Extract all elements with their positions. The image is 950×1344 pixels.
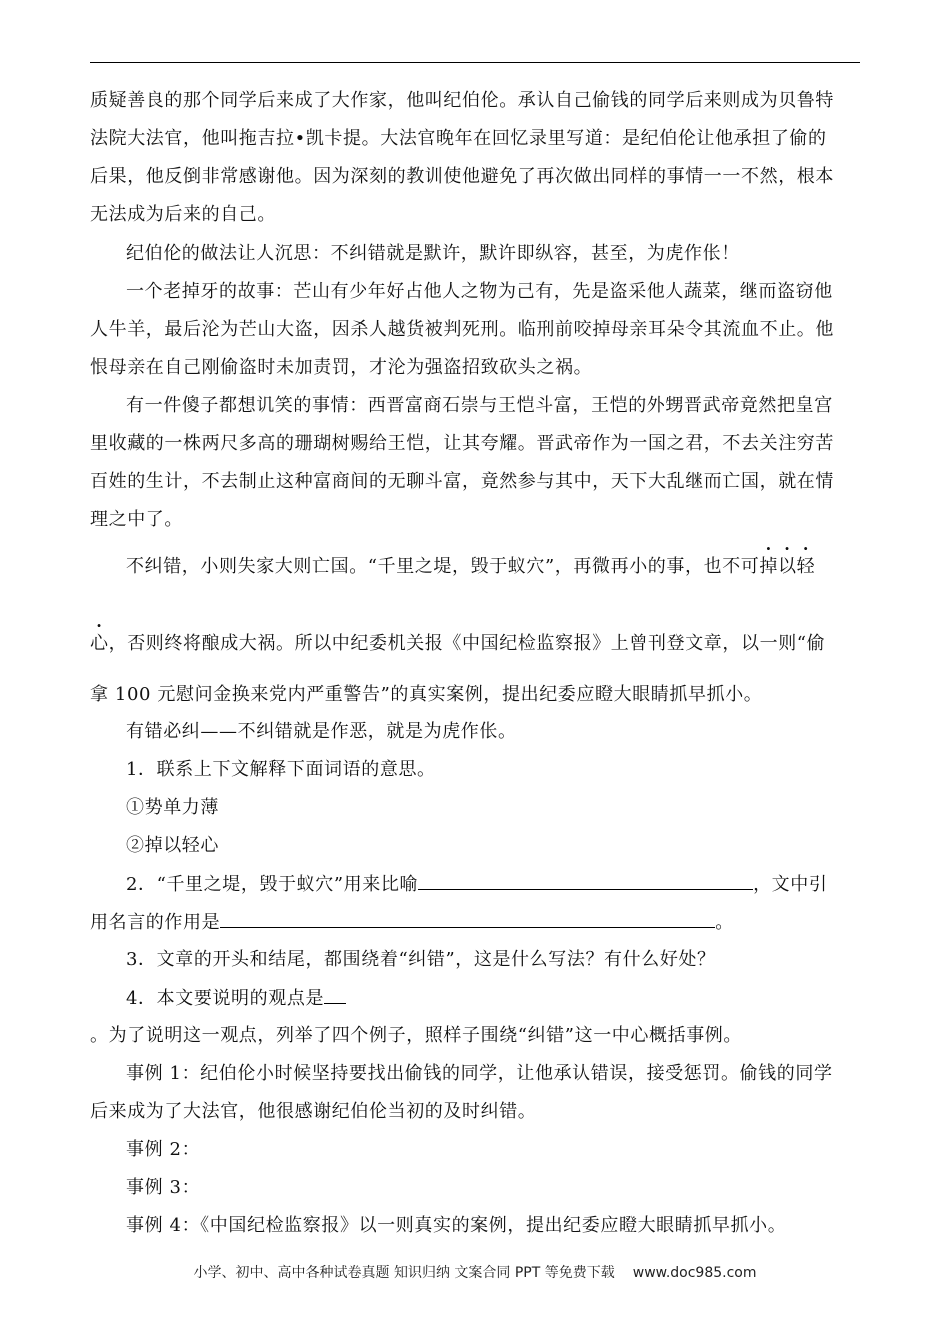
question-3: 3．文章的开头和结尾，都围绕着“纠错”，这是什么写法？有什么好处？ [126, 949, 716, 970]
question-1a: ①势单力薄 [126, 797, 219, 818]
question-1: 1．联系上下文解释下面词语的意思。 [126, 759, 436, 780]
answer-blank[interactable] [418, 871, 753, 890]
example-1-line2: 后来成为了大法官，他很感谢纪伯伦当初的及时纠错。 [90, 1101, 537, 1122]
paragraph-line: 有一件傻子都想讥笑的事情：西晋富商石崇与王恺斗富，王恺的外甥晋武帝竟然把皇宫 [126, 395, 833, 416]
text-run: 。 [715, 912, 734, 933]
text-run: 用名言的作用是 [90, 912, 221, 933]
paragraph-line: 法院大法官，他叫拖吉拉•凯卡提。大法官晚年在回忆录里写道：是纪伯伦让他承担了偷的 [90, 128, 827, 149]
emphasis-char: 心 [90, 633, 109, 654]
question-2-line2 [90, 909, 734, 936]
text-run: 不纠错，小则失家大则亡国。“千里之堤，毁于蚁穴”，再微再小的事，也不可 [126, 556, 760, 577]
paragraph-line: 百姓的生计，不去制止这种富商间的无聊斗富，竟然参与其中，天下大乱继而亡国，就在情 [90, 471, 834, 492]
text-run: ，否则终将酿成大祸。所以中纪委机关报《中国纪检监察报》上曾刊登文章，以一则“偷 [108, 633, 826, 654]
paragraph-line: 后果，他反倒非常感谢他。因为深刻的教训使他避免了再次做出同样的事情一一不然，根本 [90, 166, 834, 187]
emphasis-char: 掉 [759, 556, 779, 577]
answer-blank[interactable] [220, 909, 715, 928]
question-1b: ②掉以轻心 [126, 835, 219, 856]
emphasis-char: 轻 [796, 556, 816, 577]
header-rule [90, 62, 860, 63]
question-2 [126, 871, 827, 898]
paragraph-line [126, 554, 815, 580]
paragraph-line: 恨母亲在自己刚偷盗时未加责罚，才沦为强盗招致砍头之祸。 [90, 357, 593, 378]
paragraph-line: 人牛羊，最后沦为芒山大盗，因杀人越货被判死刑。临刑前咬掉母亲耳朵令其流血不止。他 [90, 319, 834, 340]
footer [0, 1262, 950, 1282]
paragraph-line: 理之中了。 [90, 509, 183, 530]
emphasis-char: 以 [778, 556, 797, 577]
text-run: 2．“千里之堤，毁于蚁穴”用来比喻 [126, 874, 419, 895]
text-run: 4．本文要说明的观点是 [126, 988, 325, 1009]
text-run: ，文中引 [753, 874, 828, 895]
answer-blank[interactable] [324, 985, 346, 1004]
paragraph-line: 里收藏的一株两尺多高的珊瑚树赐给王恺，让其夸耀。晋武帝作为一国之君，不去关注穷苦 [90, 433, 834, 454]
example-2: 事例 2： [126, 1139, 201, 1160]
paragraph-line: 一个老掉牙的故事：芒山有少年好占他人之物为己有，先是盗采他人蔬菜，继而盗窃他 [126, 281, 833, 302]
paragraph-line: 纪伯伦的做法让人沉思：不纠错就是默许，默许即纵容，甚至，为虎作伥！ [126, 243, 740, 264]
paragraph-line [90, 631, 825, 657]
example-3: 事例 3： [126, 1177, 201, 1198]
paragraph-line: 拿 100 元慰问金换来党内严重警告”的真实案例，提出纪委应瞪大眼睛抓早抓小。 [90, 684, 763, 705]
footer-text: 小学、初中、高中各种试卷真题 知识归纳 文案合同 PPT 等免费下载 [193, 1265, 615, 1281]
question-4-line2: 。为了说明这一观点，列举了四个例子，照样子围绕“纠错”这一中心概括事例。 [90, 1025, 743, 1046]
question-4 [126, 985, 346, 1012]
footer-site-link[interactable]: www.doc985.com [632, 1265, 757, 1281]
paragraph-line: 无法成为后来的自己。 [90, 204, 276, 225]
example-1: 事例 1：纪伯伦小时候坚持要找出偷钱的同学，让他承认错误，接受惩罚。偷钱的同学 [126, 1063, 833, 1084]
example-4: 事例 4：《中国纪检监察报》以一则真实的案例，提出纪委应瞪大眼睛抓早抓小。 [126, 1215, 787, 1236]
paragraph-line: 质疑善良的那个同学后来成了大作家，他叫纪伯伦。承认自己偷钱的同学后来则成为贝鲁特 [90, 90, 834, 111]
paragraph-line: 有错必纠——不纠错就是作恶，就是为虎作伥。 [126, 721, 517, 742]
